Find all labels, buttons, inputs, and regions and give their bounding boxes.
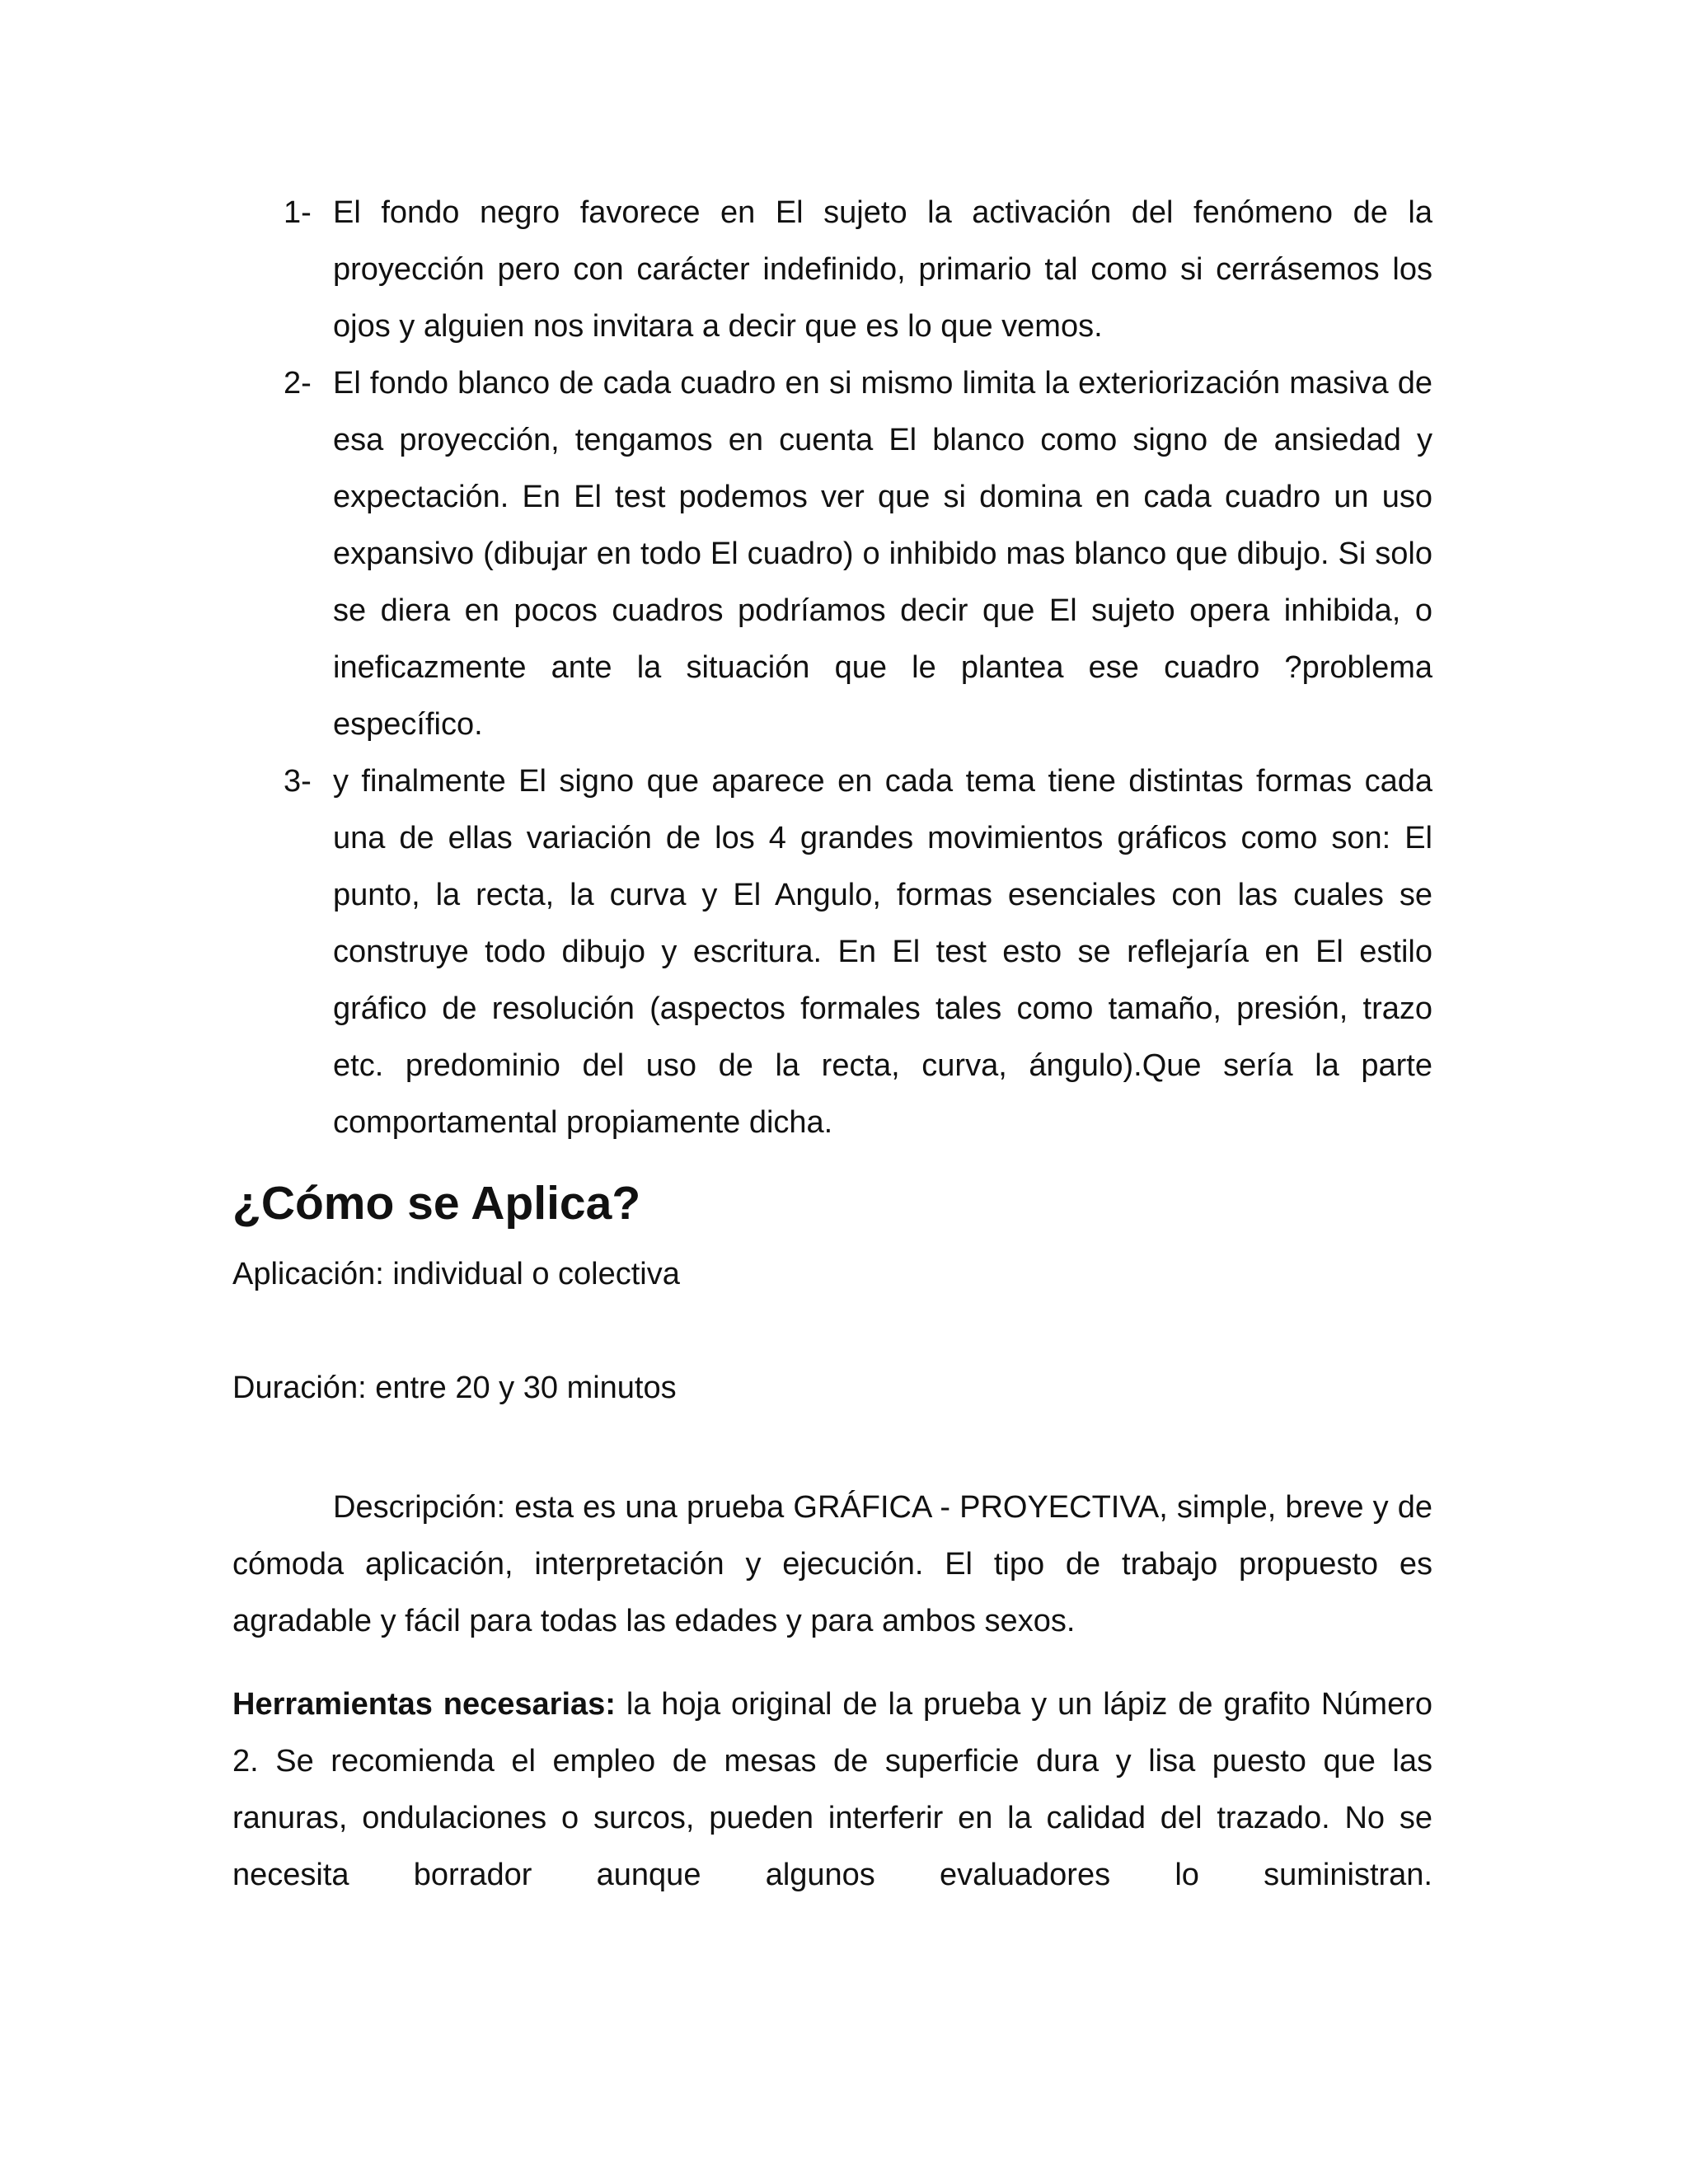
herramientas-paragraph <box>232 1676 1432 1904</box>
spacer <box>232 1410 1432 1479</box>
numbered-list <box>232 185 1432 1151</box>
section-title: ¿Cómo se Aplica? <box>232 1177 641 1230</box>
descripcion-paragraph: Descripción: esta es una prueba GRÁFICA - PROYECTIVA, simple, breve y de cómoda aplicación, interpretación y ejecución. El tipo de trabajo propuesto es agradable y fácil para todas las edades y para ambos sexos. <box>232 1490 1432 1638</box>
list-item <box>232 185 1432 355</box>
list-item-text: El fondo negro favorece en El sujeto la activación del fenómeno de la proyección pero con carácter indefinido, primario tal como si cerrásemos los ojos y alguien nos invitara a decir que es lo que vemos. <box>333 195 1432 344</box>
spacer <box>232 1296 1432 1366</box>
list-item-text: y finalmente El signo que aparece en cada tema tiene distintas formas cada una de ellas variación de los 4 grandes movimientos gráficos como son: El punto, la recta, la curva y El Angulo, formas esenciales con las cuales se construye todo dibujo y escritura. En El test esto se reflejaría en El estilo gráfico de resolución (aspectos formales tales como tamaño, presión, trazo etc. predominio del uso de la recta, curva, ángulo).Que sería la parte comportamental propiamente dicha. <box>333 764 1432 1140</box>
duracion-line: Duración: entre 20 y 30 minutos <box>232 1371 677 1405</box>
herramientas-label: Herramientas necesarias: <box>232 1687 616 1722</box>
aplicacion-line: Aplicación: individual o colectiva <box>232 1257 680 1291</box>
list-item-text: El fondo blanco de cada cuadro en si mismo limita la exteriorización masiva de esa proyección, tengamos en cuenta El blanco como signo de ansiedad y expectación. En El test podemos ver que si domina en cada cuadro un uso expansivo (dibujar en todo El cuadro) o inhibido mas blanco que dibujo. Si solo se diera en pocos cuadros podríamos decir que El sujeto opera inhibida, o ineficazmente ante la situación que le plantea ese cuadro ?problema específico. <box>333 366 1432 742</box>
list-item <box>232 355 1432 753</box>
list-item-number: 1- <box>284 195 312 230</box>
list-item <box>232 753 1432 1151</box>
list-item-number: 3- <box>284 764 312 799</box>
page-content <box>232 185 1432 1904</box>
list-item-number: 2- <box>284 366 312 401</box>
herramientas-text: la hoja original de la prueba y un lápiz de grafito Número 2. Se recomienda el empleo de mesas de superficie dura y lisa puesto que las ranuras, ondulaciones o surcos, pueden interferir en la calidad del trazado. No se necesita borrador aunque algunos evaluadores lo suministran. <box>232 1687 1433 1892</box>
